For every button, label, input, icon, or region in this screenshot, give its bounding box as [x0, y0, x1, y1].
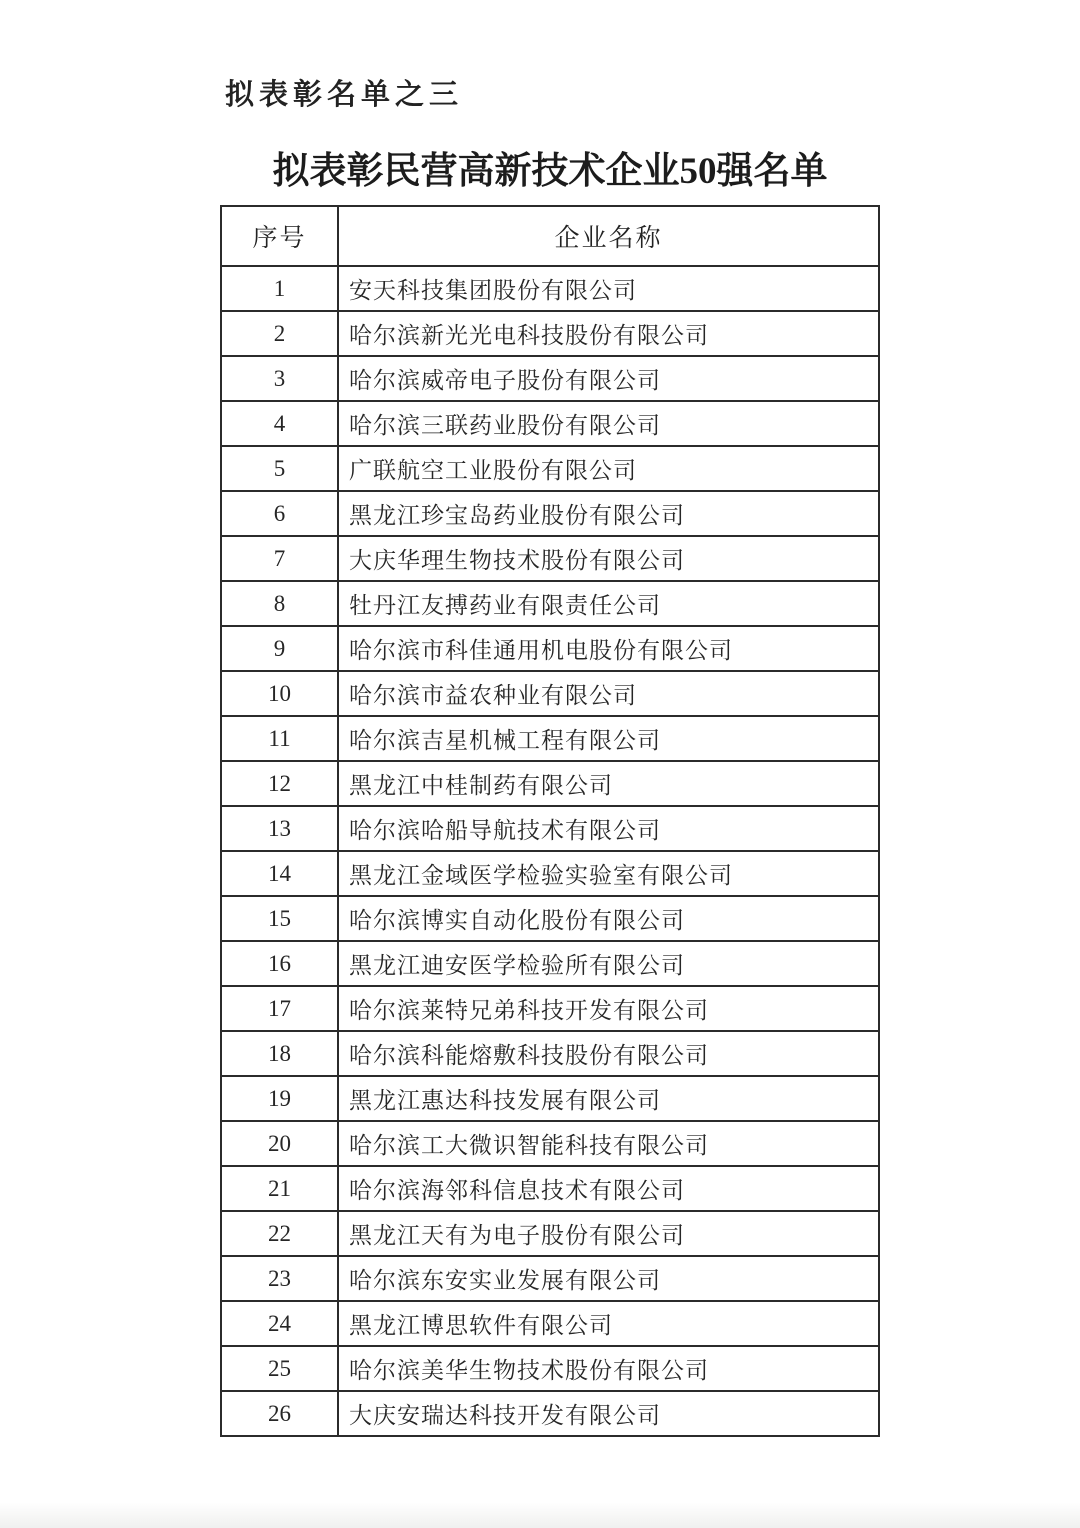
row-number: 18 — [221, 1031, 338, 1076]
row-number: 17 — [221, 986, 338, 1031]
row-number: 3 — [221, 356, 338, 401]
company-name: 哈尔滨市益农种业有限公司 — [338, 671, 879, 716]
company-name: 哈尔滨科能熔敷科技股份有限公司 — [338, 1031, 879, 1076]
company-name: 哈尔滨海邻科信息技术有限公司 — [338, 1166, 879, 1211]
row-number: 22 — [221, 1211, 338, 1256]
row-number: 21 — [221, 1166, 338, 1211]
company-name: 广联航空工业股份有限公司 — [338, 446, 879, 491]
table-row — [221, 401, 879, 446]
table-row — [221, 1121, 879, 1166]
row-number: 16 — [221, 941, 338, 986]
header-index: 序号 — [221, 206, 338, 266]
row-number: 20 — [221, 1121, 338, 1166]
table-row — [221, 806, 879, 851]
row-number: 15 — [221, 896, 338, 941]
row-number: 13 — [221, 806, 338, 851]
company-name: 哈尔滨哈船导航技术有限公司 — [338, 806, 879, 851]
company-name: 哈尔滨市科佳通用机电股份有限公司 — [338, 626, 879, 671]
row-number: 1 — [221, 266, 338, 311]
row-number: 23 — [221, 1256, 338, 1301]
company-name: 黑龙江迪安医学检验所有限公司 — [338, 941, 879, 986]
table-row — [221, 671, 879, 716]
row-number: 5 — [221, 446, 338, 491]
company-name: 黑龙江金域医学检验实验室有限公司 — [338, 851, 879, 896]
table-row — [221, 536, 879, 581]
table-row — [221, 761, 879, 806]
table-row — [221, 851, 879, 896]
row-number: 19 — [221, 1076, 338, 1121]
row-number: 2 — [221, 311, 338, 356]
company-name: 黑龙江天有为电子股份有限公司 — [338, 1211, 879, 1256]
company-name: 大庆安瑞达科技开发有限公司 — [338, 1391, 879, 1436]
table-row — [221, 626, 879, 671]
company-name: 哈尔滨三联药业股份有限公司 — [338, 401, 879, 446]
row-number: 4 — [221, 401, 338, 446]
table-row — [221, 1346, 879, 1391]
row-number: 7 — [221, 536, 338, 581]
page-title: 拟表彰民营高新技术企业50强名单 — [272, 151, 828, 192]
row-number: 12 — [221, 761, 338, 806]
header-company-name: 企业名称 — [338, 206, 879, 266]
company-name: 安天科技集团股份有限公司 — [338, 266, 879, 311]
table-row — [221, 716, 879, 761]
company-name: 哈尔滨博实自动化股份有限公司 — [338, 896, 879, 941]
table-header — [221, 206, 879, 266]
row-number: 9 — [221, 626, 338, 671]
company-name: 哈尔滨新光光电科技股份有限公司 — [338, 311, 879, 356]
table-row — [221, 1211, 879, 1256]
table-row — [221, 266, 879, 311]
company-name: 哈尔滨威帝电子股份有限公司 — [338, 356, 879, 401]
company-name: 黑龙江惠达科技发展有限公司 — [338, 1076, 879, 1121]
row-number: 10 — [221, 671, 338, 716]
row-number: 24 — [221, 1301, 338, 1346]
company-name: 黑龙江博思软件有限公司 — [338, 1301, 879, 1346]
row-number: 6 — [221, 491, 338, 536]
company-name: 哈尔滨工大微识智能科技有限公司 — [338, 1121, 879, 1166]
table-row — [221, 491, 879, 536]
table-row — [221, 941, 879, 986]
table-row — [221, 986, 879, 1031]
row-number: 8 — [221, 581, 338, 626]
table-row — [221, 581, 879, 626]
table-row — [221, 1391, 879, 1436]
table-row — [221, 1076, 879, 1121]
row-number: 26 — [221, 1391, 338, 1436]
row-number: 14 — [221, 851, 338, 896]
company-name: 牡丹江友搏药业有限责任公司 — [338, 581, 879, 626]
corner-label: 拟表彰名单之三 — [225, 79, 464, 111]
table-row — [221, 896, 879, 941]
company-name: 大庆华理生物技术股份有限公司 — [338, 536, 879, 581]
table-row — [221, 1166, 879, 1211]
table-body — [221, 266, 879, 1436]
table-header-row — [221, 206, 879, 266]
company-name: 黑龙江中桂制药有限公司 — [338, 761, 879, 806]
row-number: 25 — [221, 1346, 338, 1391]
table-row — [221, 356, 879, 401]
company-name: 哈尔滨吉星机械工程有限公司 — [338, 716, 879, 761]
company-name: 哈尔滨美华生物技术股份有限公司 — [338, 1346, 879, 1391]
company-name: 哈尔滨莱特兄弟科技开发有限公司 — [338, 986, 879, 1031]
table-row — [221, 311, 879, 356]
table-row — [221, 446, 879, 491]
scan-shadow — [0, 1502, 1080, 1528]
table-row — [221, 1031, 879, 1076]
table-row — [221, 1301, 879, 1346]
company-name: 哈尔滨东安实业发展有限公司 — [338, 1256, 879, 1301]
row-number: 11 — [221, 716, 338, 761]
table-row — [221, 1256, 879, 1301]
company-name: 黑龙江珍宝岛药业股份有限公司 — [338, 491, 879, 536]
company-table — [220, 205, 880, 1437]
